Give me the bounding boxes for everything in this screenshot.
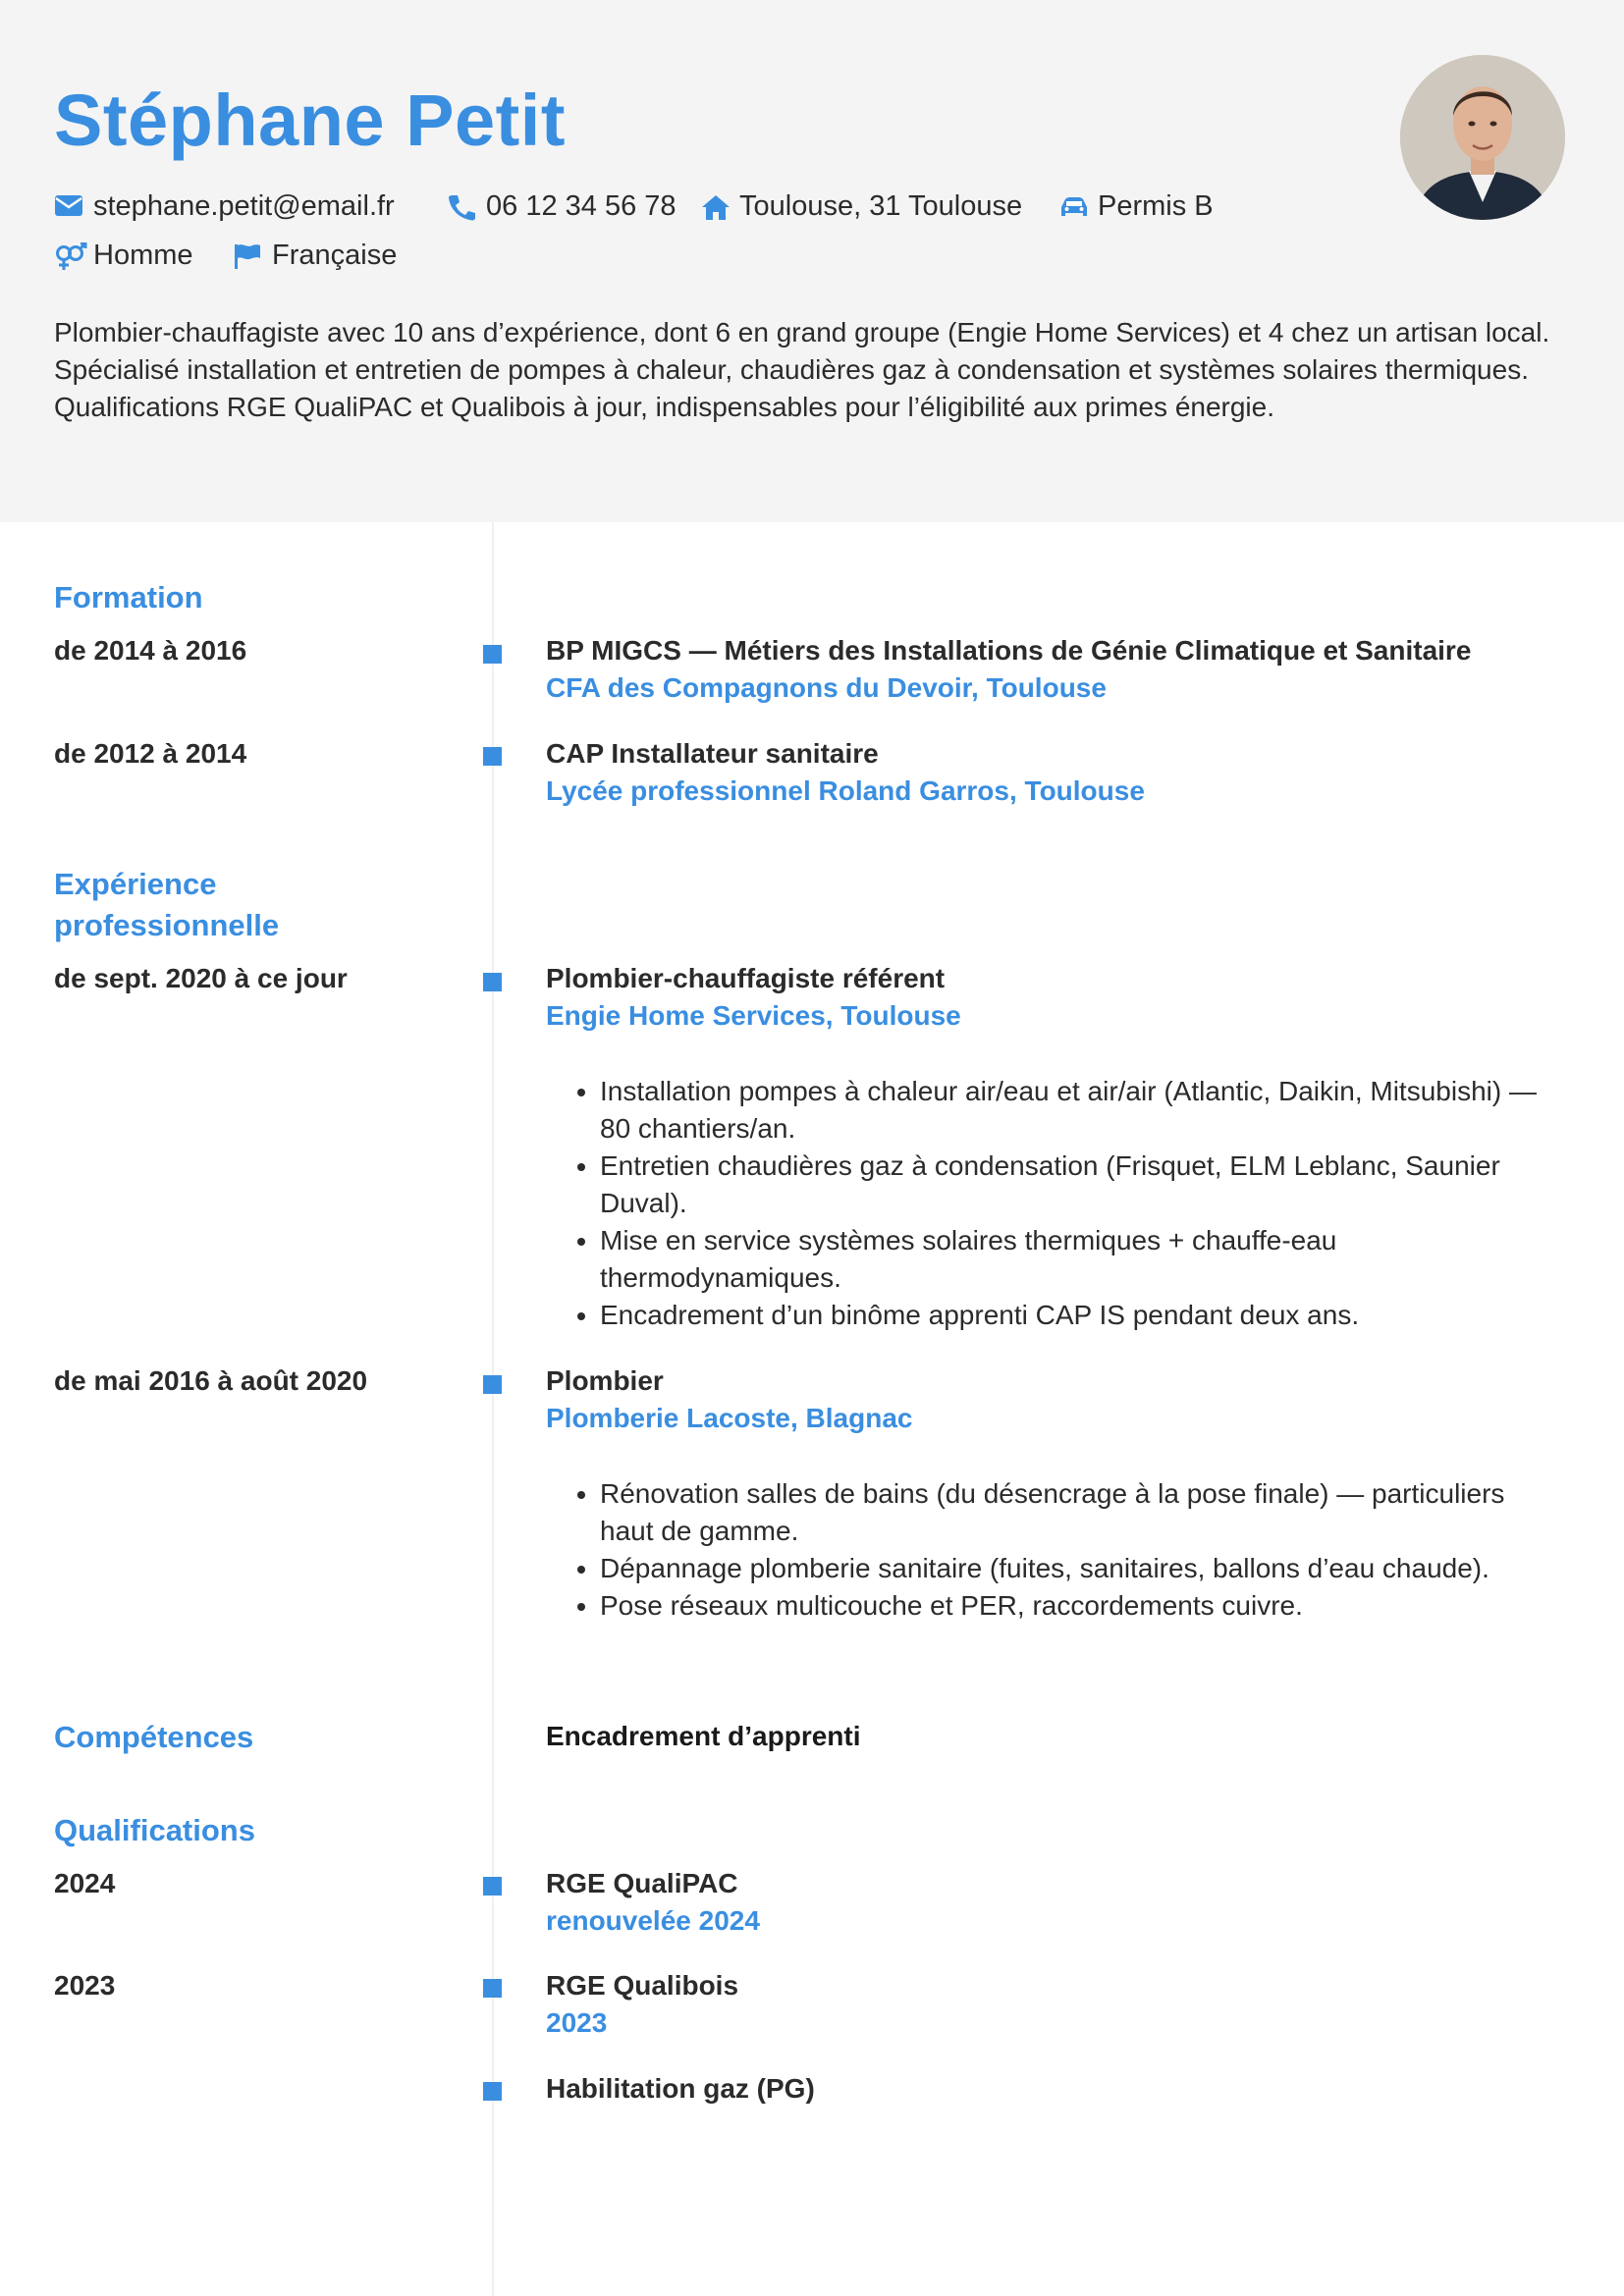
formation-school: Lycée professionnel Roland Garros, Toulouse bbox=[546, 775, 1145, 806]
qualification-date: 2023 bbox=[54, 1970, 116, 2001]
formation-school: CFA des Compagnons du Devoir, Toulouse bbox=[546, 672, 1107, 703]
job-title: Plombier-chauffagiste référent bbox=[546, 963, 946, 993]
phone-icon bbox=[447, 193, 476, 221]
profile-summary: Plombier-chauffagiste avec 10 ans d’expérience, dont 6 en grand groupe (Engie Home Services) et 4 chez un artisan local. Spécialisé installation et entretien de pompes à chaleur, chaudières gaz à condensation et systèmes solaires thermiques. Qualifications RGE QualiPAC et Qualibois à jour, indispensables pour l’éligibilité aux primes énergie. bbox=[54, 317, 1550, 422]
qualification-title: RGE QualiPAC bbox=[546, 1868, 738, 1898]
license-text: Permis B bbox=[1098, 190, 1214, 222]
employer: Engie Home Services, Toulouse bbox=[546, 1000, 961, 1031]
car-icon bbox=[1058, 193, 1090, 221]
job-bullet: • Mise en service systèmes solaires thermiques + chauffe-eau thermodynamiques. bbox=[600, 1222, 1543, 1297]
section-title-qualifications: Qualifications bbox=[54, 1813, 255, 1847]
timeline-marker bbox=[483, 645, 502, 664]
header bbox=[0, 0, 1624, 522]
qualification-detail: renouvelée 2024 bbox=[546, 1905, 760, 1936]
job-bullet: • Dépannage plomberie sanitaire (fuites, sanitaires, ballons d’eau chaude). bbox=[600, 1550, 1543, 1587]
email-text: stephane.petit@email.fr bbox=[93, 190, 395, 222]
experience-date: de sept. 2020 à ce jour bbox=[54, 963, 348, 993]
flag-icon bbox=[233, 242, 262, 270]
phone-text: 06 12 34 56 78 bbox=[486, 190, 677, 222]
envelope-icon bbox=[54, 193, 83, 219]
section-title-line: Expérience bbox=[54, 867, 217, 901]
formation-date: de 2012 à 2014 bbox=[54, 738, 247, 769]
timeline-divider bbox=[492, 522, 494, 2296]
gender-icon bbox=[54, 242, 87, 272]
timeline-marker bbox=[483, 1877, 502, 1896]
formation-title: CAP Installateur sanitaire bbox=[546, 738, 879, 769]
job-bullet: • Entretien chaudières gaz à condensation (Frisquet, ELM Leblanc, Saunier Duval). bbox=[600, 1148, 1543, 1222]
section-title-line: professionnelle bbox=[54, 908, 280, 942]
gender-text: Homme bbox=[93, 240, 193, 271]
section-title-skills: Compétences bbox=[54, 1720, 254, 1754]
address-text: Toulouse, 31 Toulouse bbox=[739, 190, 1023, 222]
candidate-name: Stéphane Petit bbox=[54, 80, 566, 161]
formation-date: de 2014 à 2016 bbox=[54, 635, 247, 666]
qualification-detail: 2023 bbox=[546, 2007, 608, 2038]
profile-photo bbox=[1400, 55, 1565, 220]
home-icon bbox=[700, 193, 731, 221]
timeline-marker bbox=[483, 973, 502, 991]
section-title-experience bbox=[54, 864, 279, 946]
employer: Plomberie Lacoste, Blagnac bbox=[546, 1403, 913, 1433]
job-bullet: • Encadrement d’un binôme apprenti CAP IS pendant deux ans. bbox=[600, 1297, 1543, 1334]
job-title: Plombier bbox=[546, 1365, 664, 1396]
job-bullets bbox=[546, 1475, 1543, 1625]
qualification-title: RGE Qualibois bbox=[546, 1970, 739, 2001]
section-title-formation: Formation bbox=[54, 580, 203, 614]
experience-date: de mai 2016 à août 2020 bbox=[54, 1365, 368, 1396]
nationality-text: Française bbox=[272, 240, 398, 271]
qualification-date: 2024 bbox=[54, 1868, 116, 1898]
job-bullet: • Rénovation salles de bains (du désencrage à la pose finale) — particuliers haut de gamme. bbox=[600, 1475, 1543, 1550]
job-bullet: • Installation pompes à chaleur air/eau et air/air (Atlantic, Daikin, Mitsubishi) — 80 chantiers/an. bbox=[600, 1073, 1543, 1148]
timeline-marker bbox=[483, 2082, 502, 2101]
qualification-title: Habilitation gaz (PG) bbox=[546, 2073, 815, 2104]
formation-title: BP MIGCS — Métiers des Installations de Génie Climatique et Sanitaire bbox=[546, 635, 1472, 666]
timeline-marker bbox=[483, 747, 502, 766]
timeline-marker bbox=[483, 1375, 502, 1394]
job-bullets bbox=[546, 1073, 1543, 1334]
skill-item: Encadrement d’apprenti bbox=[546, 1721, 861, 1751]
job-bullet: • Pose réseaux multicouche et PER, raccordements cuivre. bbox=[600, 1587, 1543, 1625]
timeline-marker bbox=[483, 1979, 502, 1998]
